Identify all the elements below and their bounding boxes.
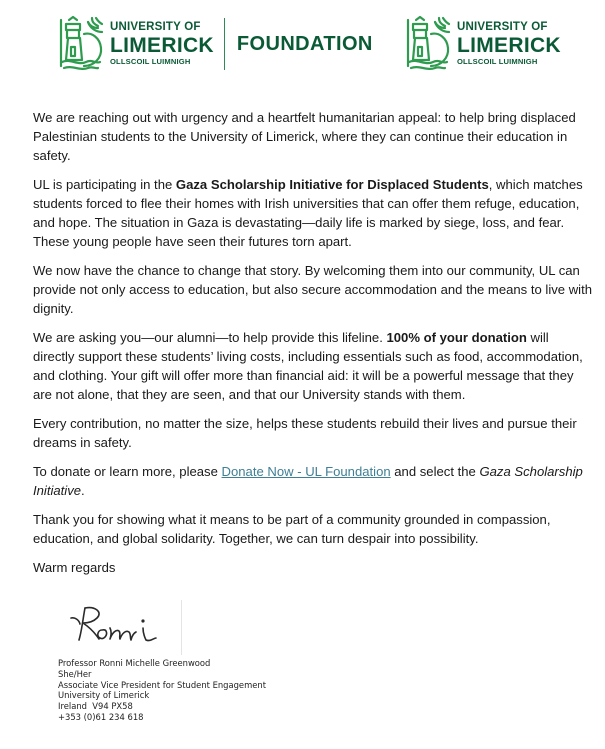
initiative-name: Gaza Scholarship Initiative for Displaced Students <box>175 177 489 192</box>
letterhead <box>0 0 605 95</box>
signatory-address: Ireland V94 PX58 <box>58 701 133 712</box>
signatory-organization: University of Limerick <box>58 690 150 701</box>
wordmark-line-3: OLLSCOIL LUIMNIGH <box>457 56 538 66</box>
ul-crest-icon <box>405 14 453 74</box>
ul-foundation-logo <box>58 14 373 74</box>
text-segment: UL is participating in the <box>33 177 176 192</box>
paragraph-opportunity: We now have the chance to change that story. By welcoming them into our community, UL can provide not only access to education, but also secure accommodation and the means to live with dignity. <box>33 263 592 316</box>
ul-logo <box>405 14 561 74</box>
paragraph-initiative <box>33 175 593 251</box>
wordmark-line-1: UNIVERSITY OF <box>457 21 548 34</box>
paragraph-ask <box>33 328 593 404</box>
signatory-title: Associate Vice President for Student Engagement <box>58 679 266 690</box>
signature-details <box>58 658 266 723</box>
foundation-label: FOUNDATION <box>236 32 373 55</box>
ul-wordmark <box>457 22 561 65</box>
signature-scribble-icon <box>58 600 181 655</box>
ul-crest-icon <box>58 14 106 74</box>
ul-wordmark <box>110 22 214 65</box>
wordmark-line-1: UNIVERSITY OF <box>110 21 201 34</box>
wordmark-line-2: LIMERICK <box>110 33 214 57</box>
letter-body <box>33 108 593 587</box>
text-segment: , which matches students forced to flee their homes with Irish universities that can offer them refuge, education, and hope. The situation in Gaza is devastating—daily life is marked by siege, loss, and fear. These young people have seen their futures torn apart. <box>33 177 583 249</box>
handwritten-signature <box>58 600 182 655</box>
logo-divider <box>224 18 225 70</box>
signatory-pronouns: She/Her <box>58 668 92 679</box>
signature-block <box>58 600 266 723</box>
donation-emphasis: 100% of your donation <box>386 330 527 345</box>
wordmark-line-2: LIMERICK <box>457 33 561 57</box>
paragraph-thanks: Thank you for showing what it means to be part of a community grounded in compassion, education, and global solidarity. Together, we can turn despair into possibility. <box>33 512 551 546</box>
text-segment: We are asking you—our alumni—to help provide this lifeline. <box>33 330 387 345</box>
text-segment: and select the <box>390 464 480 479</box>
paragraph-donate <box>33 462 593 500</box>
signatory-name: Professor Ronni Michelle Greenwood <box>58 658 211 668</box>
text-segment: To donate or learn more, please <box>33 464 222 479</box>
initiative-italic: Gaza Scholarship Initiative <box>33 464 583 498</box>
signatory-phone: +353 (0)61 234 618 <box>58 711 144 722</box>
wordmark-line-3: OLLSCOIL LUIMNIGH <box>110 56 191 66</box>
text-segment: will directly support these students’ living costs, including essentials such as food, accommodation, and clothing. Your gift will offer more than financial aid: it will be a powerful message that they are not alone, that they are seen, and that our University stands with them. <box>33 330 583 402</box>
text-segment: . <box>81 483 85 498</box>
paragraph-appeal: We are reaching out with urgency and a heartfelt humanitarian appeal: to help bring displaced Palestinian students to the University of Limerick, where they can continue their education in safety. <box>33 110 576 163</box>
donate-now-link[interactable]: Donate Now - UL Foundation <box>221 464 391 479</box>
closing: Warm regards <box>33 560 116 575</box>
paragraph-contribution: Every contribution, no matter the size, helps these students rebuild their lives and pursue their dreams in safety. <box>33 416 577 450</box>
